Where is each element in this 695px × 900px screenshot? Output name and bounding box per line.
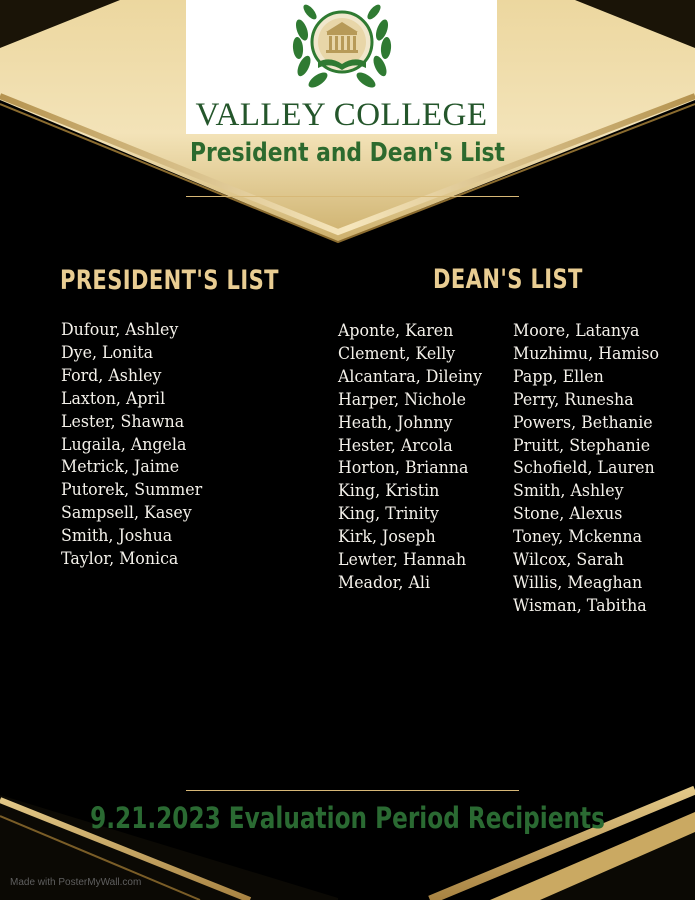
list-item: Harper, Nichole [338,389,466,410]
divider-top [186,196,519,197]
list-item: Aponte, Karen [338,321,454,341]
footer-title: 9.21.2023 Evaluation Period Recipients [90,801,605,835]
list-item: Dufour, Ashley [61,320,179,340]
list-item: Taylor, Monica [61,549,179,570]
list-item: Metrick, Jaime [61,457,180,478]
list-item: Lester, Shawna [61,411,185,432]
list-item: Perry, Runesha [513,389,634,410]
list-item: Smith, Joshua [61,526,173,547]
list-item: Muzhimu, Hamiso [513,343,660,364]
list-item: Horton, Brianna [338,458,469,479]
divider-bottom [186,790,519,791]
list-item: Alcantara, Dileiny [338,366,483,387]
list-item: Kirk, Joseph [338,527,436,548]
list-item: Clement, Kelly [338,343,456,364]
list-item: Smith, Ashley [513,481,624,502]
presidents-list-heading: PRESIDENT'S LIST [60,265,279,296]
list-item: Willis, Meaghan [513,572,643,593]
list-item: Heath, Johnny [338,412,453,433]
college-logo [186,0,497,134]
presidents-list-names [61,319,202,571]
list-item: Papp, Ellen [513,366,604,387]
list-item: Meador, Ali [338,572,431,593]
list-item: King, Kristin [338,481,440,502]
list-item: Lewter, Hannah [338,550,467,571]
college-emblem-icon [284,0,400,100]
list-item: Pruitt, Stephanie [513,435,651,456]
list-item: Moore, Latanya [513,321,640,341]
list-item: Wilcox, Sarah [513,550,624,571]
deans-list-column-1 [338,320,482,595]
page-subtitle: President and Dean's List [190,138,505,168]
list-item: Laxton, April [61,388,166,409]
list-item: Wisman, Tabitha [513,595,647,616]
list-item: Dye, Lonita [61,342,154,363]
list-item: Schofield, Lauren [513,458,655,479]
list-item: Ford, Ashley [61,365,162,386]
list-item: Toney, Mckenna [513,527,643,548]
list-item: Sampsell, Kasey [61,503,192,524]
list-item: Stone, Alexus [513,504,623,525]
deans-list-column-2 [513,320,659,618]
college-name: VALLEY COLLEGE [195,97,488,133]
watermark: Made with PosterMyWall.com [10,877,142,888]
list-item: King, Trinity [338,504,439,525]
list-item: Hester, Arcola [338,435,453,456]
list-item: Lugaila, Angela [61,434,187,455]
list-item: Powers, Bethanie [513,412,653,433]
deans-list-heading: DEAN'S LIST [433,264,583,295]
list-item: Putorek, Summer [61,480,203,501]
